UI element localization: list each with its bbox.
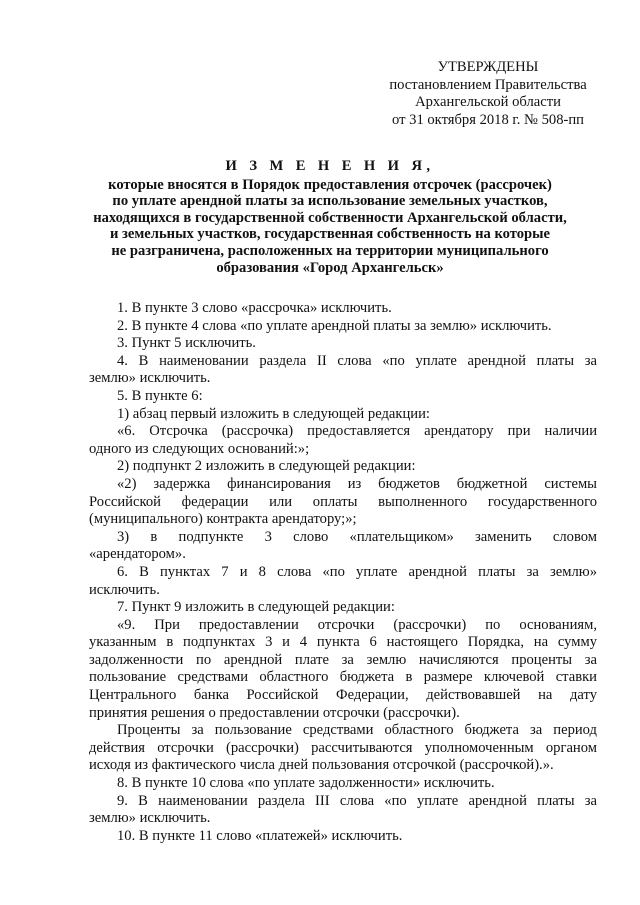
quote-line: «2) задержка финансирования из бюджетов бюджетной системы xyxy=(117,475,597,492)
item-4-line: 4. В наименовании раздела II слова «по уплате арендной платы за xyxy=(117,352,597,369)
approval-heading: УТВЕРЖДЕНЫ xyxy=(437,59,539,75)
approval-stamp xyxy=(372,59,604,129)
item-2: 2. В пункте 4 слова «по уплате арендной платы за землю» исключить. xyxy=(117,317,552,334)
quote-line: одного из следующих оснований:»; xyxy=(89,440,310,457)
quote-line: «6. Отсрочка (рассрочка) предоставляется арендатору при наличии xyxy=(117,423,597,440)
item-5: 5. В пункте 6: xyxy=(117,387,203,404)
title-line: и земельных участков, государственная собственность на которые xyxy=(109,226,551,243)
document-body xyxy=(89,300,597,845)
item-6-line: исключить. xyxy=(89,581,160,598)
title-caps: И З М Е Н Е Н И Я, xyxy=(225,158,435,174)
quote-line: Центрального банка Российской Федерации, действовавшей на дату xyxy=(89,687,597,704)
item-6-line: 6. В пунктах 7 и 8 слова «по уплате арендной платы за землю» xyxy=(117,563,597,580)
item-5-sub-2: 2) подпункт 2 изложить в следующей редакции: xyxy=(117,458,416,475)
document-title xyxy=(60,158,600,276)
item-9-line: 9. В наименовании раздела III слова «по уплате арендной платы за xyxy=(117,792,597,809)
item-3: 3. Пункт 5 исключить. xyxy=(117,335,256,352)
title-line: находящихся в государственной собственности Архангельской области, xyxy=(93,209,567,226)
item-5-sub-3: 3) в подпункте 3 слово «плательщиком» заменить словом xyxy=(117,528,597,545)
quote-line: исходя из фактического числа дней пользования отсрочкой (рассрочкой).». xyxy=(89,757,554,774)
item-10: 10. В пункте 11 слово «платежей» исключить. xyxy=(117,827,403,844)
item-8: 8. В пункте 10 слова «по уплате задолженности» исключить. xyxy=(117,775,495,792)
quote-line: пользование средствами областного бюджета в размере ключевой ставки xyxy=(89,669,597,686)
item-5-sub-3: «арендатором». xyxy=(89,546,186,563)
quote-line: действия отсрочки (рассрочки) рассчитываются уполномоченным органом xyxy=(89,739,597,756)
quote-line: Проценты за пользование средствами областного бюджета за период xyxy=(117,722,597,739)
approval-line: от 31 октября 2018 г. № 508-пп xyxy=(392,111,584,128)
title-line: образования «Город Архангельск» xyxy=(216,259,444,276)
quote-line: принятия решения о предоставлении отсрочки (рассрочки). xyxy=(89,704,460,721)
approval-line: постановлением Правительства xyxy=(389,76,587,93)
quote-line: Российской федерации или оплаты выполненного государственного xyxy=(89,493,597,510)
title-line: не разграничена, расположенных на территории муниципального xyxy=(111,242,549,259)
title-line: которые вносятся в Порядок предоставления отсрочек (рассрочек) xyxy=(108,176,552,193)
quote-line: указанным в подпунктах 3 и 4 пункта 6 настоящего Порядка, на сумму xyxy=(89,634,597,651)
item-4-line: землю» исключить. xyxy=(89,370,211,387)
approval-line: Архангельской области xyxy=(415,94,561,111)
item-1: 1. В пункте 3 слово «рассрочка» исключить. xyxy=(117,300,392,316)
title-line: по уплате арендной платы за использование земельных участков, xyxy=(112,193,548,210)
quote-line: (муниципального) контракта арендатору;»; xyxy=(89,511,357,528)
item-5-sub-1: 1) абзац первый изложить в следующей редакции: xyxy=(117,405,430,422)
quote-line: «9. При предоставлении отсрочки (рассрочки) по основаниям, xyxy=(117,616,597,633)
quote-line: задолженности по арендной плате за землю начисляются проценты за xyxy=(89,651,597,668)
item-9-line: землю» исключить. xyxy=(89,810,211,827)
item-7: 7. Пункт 9 изложить в следующей редакции: xyxy=(117,599,395,616)
